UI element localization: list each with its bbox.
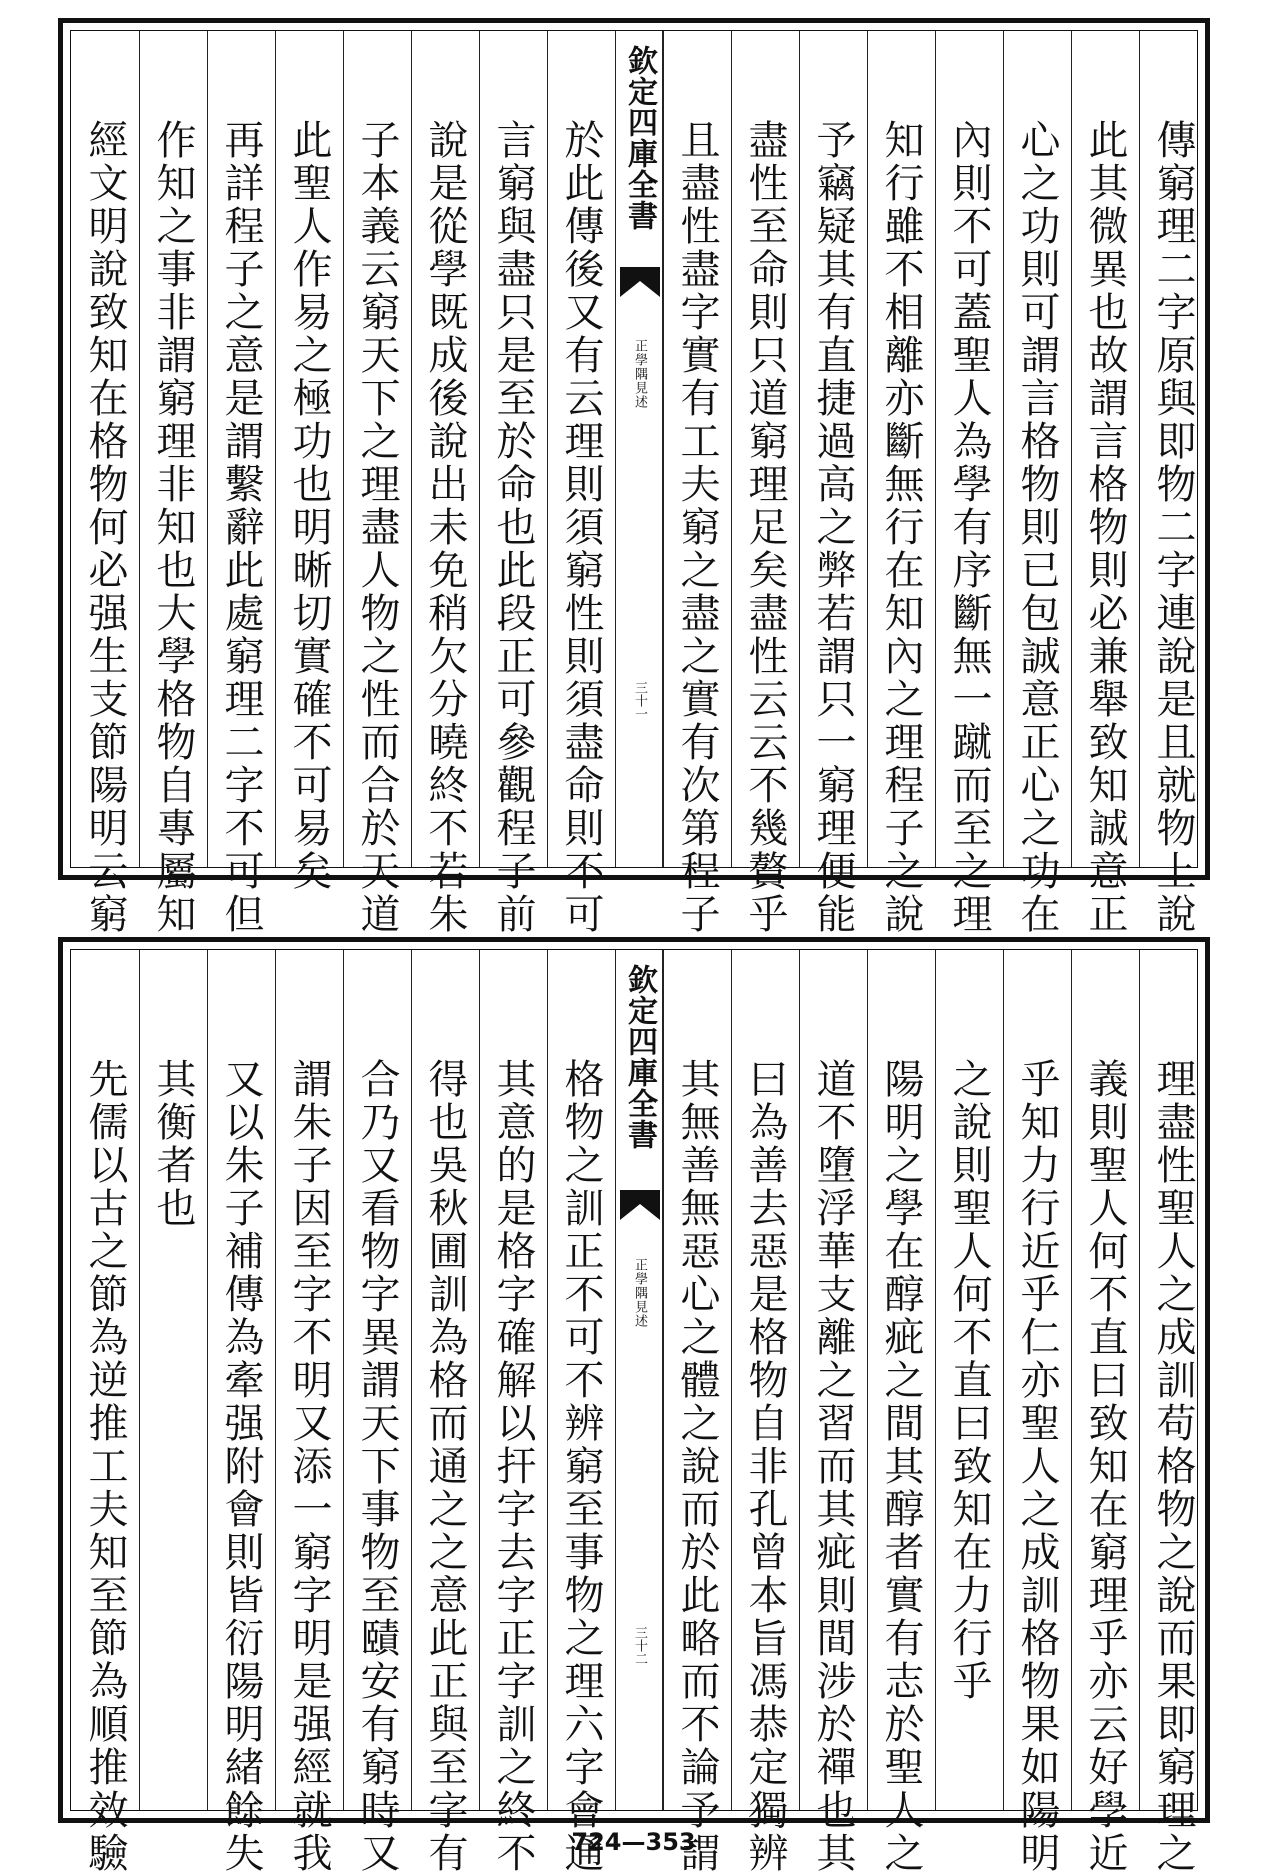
center-fold [615,31,663,867]
column-text: 心之功則可謂言格物則已包誠意正心之功在 [1014,119,1060,936]
reprint-page-number: 724—353 [571,1828,696,1856]
text-column [547,31,615,936]
text-column [71,950,139,1875]
column-text: 又以朱子補傳為牽强附會則皆衍陽明緒餘失 [218,1058,264,1875]
text-column [479,950,547,1875]
column-text: 得也吳秋圃訓為格而通之之意此正與至字有 [422,1058,468,1875]
page-top [58,18,1210,936]
column-text: 再詳程子之意是謂繫辭此處窮理二字不可但 [218,119,264,936]
text-columns [71,31,1197,936]
text-column [1139,31,1207,936]
column-text: 理盡性聖人之成訓苟格物之說而果即窮理之 [1150,1058,1196,1875]
text-column [343,31,411,936]
column-text: 格物之訓正不可不辨窮至事物之理六字會通 [558,1058,604,1875]
column-text: 子本義云窮天下之理盡人物之性而合於天道 [354,119,400,936]
text-column [275,31,343,893]
column-text: 內則不可蓋聖人為學有序斷無一蹴而至之理 [946,119,992,936]
fishtail-mark [620,1190,660,1220]
column-text: 予竊疑其有直捷過高之弊若謂只一窮理便能 [810,119,856,936]
column-text: 且盡性盡字實有工夫窮之盡之實有次第程子 [674,119,720,936]
column-text: 傳窮理二字原與即物二字連說是且就物上說 [1150,119,1196,936]
text-column [207,950,275,1875]
leaf-number: 三十二 [632,1626,647,1665]
text-column [799,31,867,936]
column-text: 言窮與盡只是至於命也此段正可參觀程子前 [490,119,536,936]
column-text: 乎知力行近乎仁亦聖人之成訓格物果如陽明 [1014,1058,1060,1875]
column-text: 經文明說致知在格物何必强生支節陽明云窮 [82,119,128,936]
text-column [1003,950,1071,1875]
column-text: 合乃又看物字異謂天下事物至賾安有窮時又 [354,1058,400,1875]
text-column [411,950,479,1875]
text-column [935,31,1003,936]
text-column [411,31,479,936]
column-text: 此其微異也故謂言格物則必兼舉致知誠意正 [1082,119,1128,936]
text-column [139,31,207,936]
column-text: 作知之事非謂窮理非知也大學格物自專屬知 [150,119,196,936]
center-fold [615,950,663,1810]
book-title: 欽定四庫全書 [622,964,657,1150]
column-text: 先儒以古之節為逆推工夫知至節為順推效驗 [82,1058,128,1875]
column-text: 謂朱子因至字不明又添一窮字明是强經就我 [286,1058,332,1875]
column-text: 其衡者也 [150,1058,196,1230]
text-column [1139,950,1207,1875]
text-column [71,31,139,936]
text-column [799,950,867,1875]
column-text: 義則聖人何不直曰致知在窮理乎亦云好學近 [1082,1058,1128,1875]
fishtail-mark [620,267,660,297]
column-text: 之說則聖人何不直曰致知在力行乎 [946,1058,992,1703]
leaf-number: 三十一 [632,681,647,720]
text-column [867,950,935,1875]
text-column [1071,950,1139,1875]
column-text: 陽明之學在醇疵之間其醇者實有志於聖人之 [878,1058,924,1875]
column-text: 此聖人作易之極功也明晰切實確不可易矣 [286,119,332,893]
text-column [731,31,799,936]
text-column [731,950,799,1875]
text-column [1071,31,1139,936]
book-title: 欽定四庫全書 [622,45,657,231]
text-column [479,31,547,936]
column-text: 曰為善去惡是格物自非孔曾本旨馮恭定獨辨 [742,1058,788,1875]
column-text: 道不墮浮華支離之習而其疵則間涉於禪也其 [810,1058,856,1875]
text-column [547,950,615,1875]
text-column [663,31,731,936]
text-column [663,950,731,1875]
text-column [867,31,935,936]
text-column [343,950,411,1875]
text-column [275,950,343,1875]
text-column [935,950,1003,1810]
page-frame [70,30,1198,936]
text-column [139,950,207,1810]
column-text: 說是從學既成後說出未免稍欠分曉終不若朱 [422,119,468,936]
column-text: 其無善無惡心之體之說而於此略而不論予謂 [674,1058,720,1875]
text-column [1003,31,1071,936]
section-title: 正學隅見述 [632,339,647,409]
section-title: 正學隅見述 [632,1258,647,1328]
column-text: 盡性至命則只道窮理足矣盡性云云不幾贅乎 [742,119,788,936]
text-column [207,31,275,936]
column-text: 於此傳後又有云理則須窮性則須盡命則不可 [558,119,604,936]
column-text: 知行雖不相離亦斷無行在知內之理程子之說 [878,119,924,936]
column-text: 其意的是格字確解以扞字去字正字訓之終不 [490,1058,536,1875]
